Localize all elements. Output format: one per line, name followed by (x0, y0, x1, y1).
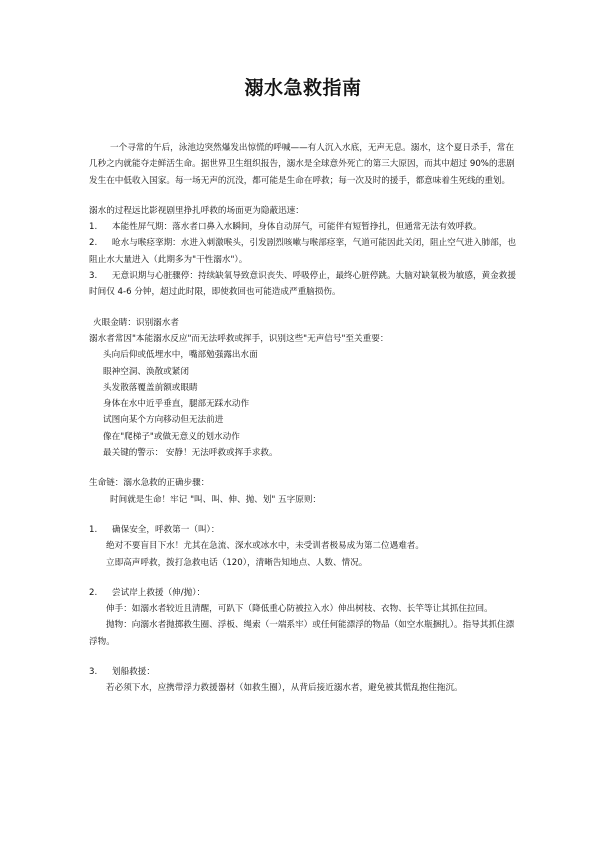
sign-item: 头向后仰或低埋水中，嘴部勉强露出水面 (103, 350, 258, 361)
stage-text: 本能性屏气期：落水者口鼻入水瞬间，身体自动屏气，可能伴有短暂挣扎，但通常无法有效呼救。 (112, 222, 482, 233)
sign-item: 最关键的警示： 安静！无法呼救或挥手求救。 (103, 448, 278, 459)
signs-lead: 溺水者常因"本能溺水反应"而无法呼救或挥手，识别这些"无声信号"至关重要： (89, 333, 389, 344)
chain-heading: 生命链：溺水急救的正确步骤： (89, 478, 210, 489)
chain-subheading: 时间就是生命！牢记 "叫、叫、伸、抛、划" 五字原则： (110, 494, 322, 505)
signs-list (89, 347, 517, 461)
step-title: 1. 确保安全，呼救第一（叫）： (89, 522, 517, 538)
document-page (89, 76, 517, 697)
step-title: 2. 尝试岸上救援（伸/抛）： (89, 585, 517, 601)
step-number: 1. (89, 524, 98, 535)
process-stage (89, 235, 517, 268)
step-number: 2. (89, 587, 98, 598)
step-title: 3. 划船救援： (89, 664, 517, 680)
stage-number: 2. (89, 238, 98, 249)
step-line: 伸手：如溺水者较近且清醒，可趴下（降低重心防被拉入水）伸出树枝、衣物、长竿等让其抓住拉回。 (106, 604, 493, 615)
process-stage (89, 219, 517, 235)
sign-item: 头发散落覆盖前额或眼睛 (103, 382, 198, 393)
chain-step (89, 522, 517, 571)
stage-text: 无意识期与心脏骤停：持续缺氧导致意识丧失、呼吸停止，最终心脏停跳。大脑对缺氧极为敏感，黄金救援时间仅 4-6 分钟，超过此时限，即使救回也可能造成严重脑损伤。 (89, 271, 516, 298)
step-line: 若必须下水，应携带浮力救援器材（如救生圈），从背后接近溺水者，避免被其慌乱抱住拖沉。 (106, 683, 463, 694)
chain-step (89, 585, 517, 650)
step-line: 绝对不要盲目下水！尤其在急流、深水或冰水中，未受训者极易成为第二位遇难者。 (106, 541, 424, 552)
stage-number: 1. (89, 222, 98, 233)
process-stage-list (89, 219, 517, 300)
process-lead: 溺水的过程远比影视剧里挣扎呼救的场面更为隐蔽迅速： (89, 205, 304, 216)
intro-paragraph: 一个寻常的午后，泳池边突然爆发出惊慌的呼喊——有人沉入水底，无声无息。溺水，这个夏日杀手，常在几秒之内就能夺走鲜活生命。据世界卫生组织报告，溺水是全球意外死亡的第三大原因，而其中超过 90%的悲剧发生在中低收入国家。每一场无声的沉没，都可能是生命在呼救；每一次及时的援手，都意味着生死线的重划。 (89, 143, 515, 186)
process-stage (89, 268, 517, 301)
signs-heading: 火眼金睛：识别溺水者 (93, 317, 179, 328)
stage-number: 3. (89, 271, 98, 282)
sign-item: 身体在水中近乎垂直，腿部无踩水动作 (103, 399, 250, 410)
step-line: 抛物：向溺水者抛掷救生圈、浮板、绳索（一端系牢）或任何能漂浮的物品（如空水瓶捆扎）。指导其抓住漂浮物。 (89, 620, 515, 647)
chain-step (89, 664, 517, 697)
step-line: 立即高声呼救，拨打急救电话（120），清晰告知地点、人数、情况。 (106, 557, 368, 568)
sign-item: 眼神空洞、涣散或紧闭 (103, 366, 189, 377)
sign-item: 试图向某个方向移动但无法前进 (103, 415, 224, 426)
page-title: 溺水急救指南 (244, 77, 362, 99)
sign-item: 像在"爬梯子"或做无意义的划水动作 (103, 431, 240, 442)
stage-text: 呛水与喉痉挛期：水进入刺激喉头，引发剧烈咳嗽与喉部痉挛，气道可能因此关闭，阻止空气进入肺部，也阻止水大量进入（此期多为"干性溺水"）。 (89, 238, 516, 265)
step-number: 3. (89, 667, 98, 678)
